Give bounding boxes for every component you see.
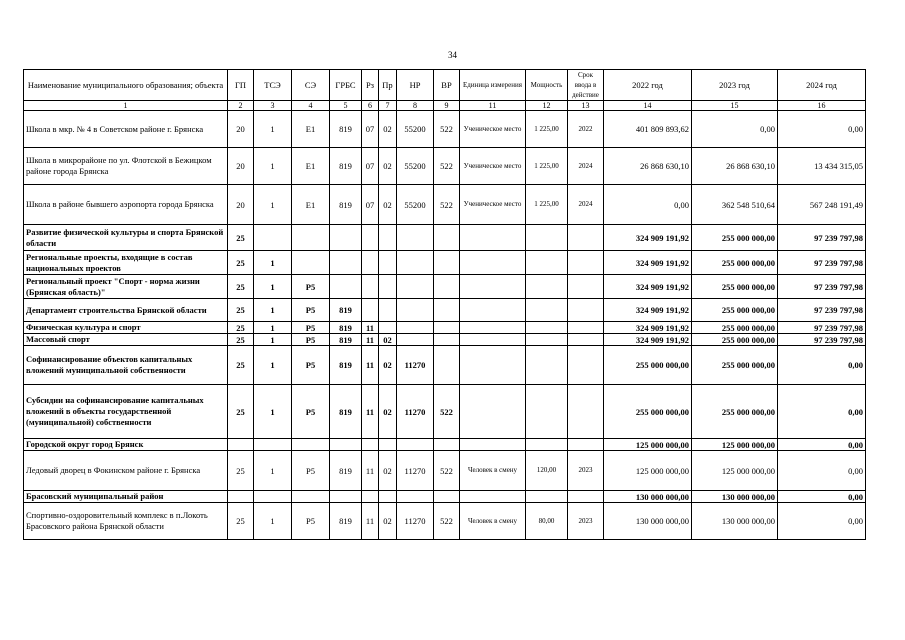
amount-2024-cell: 0,00 xyxy=(778,451,866,491)
vr-cell xyxy=(434,334,460,346)
vr-cell xyxy=(434,322,460,334)
table-row xyxy=(24,334,866,346)
rz-cell xyxy=(362,251,379,275)
se-cell xyxy=(292,225,330,251)
pr-cell: 02 xyxy=(379,451,397,491)
col-number: 3 xyxy=(254,101,292,111)
amount-2024-cell: 0,00 xyxy=(778,385,866,439)
term-cell xyxy=(568,322,604,334)
vr-cell xyxy=(434,225,460,251)
table-row xyxy=(24,503,866,540)
power-cell xyxy=(526,385,568,439)
gp-cell xyxy=(228,439,254,451)
table-row xyxy=(24,385,866,439)
budget-table xyxy=(23,69,866,540)
row-name-cell: Развитие физической культуры и спорта Брянской области xyxy=(24,225,228,251)
se-cell: Р5 xyxy=(292,451,330,491)
gp-cell: 20 xyxy=(228,185,254,225)
table-row xyxy=(24,491,866,503)
se-cell: Р5 xyxy=(292,385,330,439)
nr-cell xyxy=(397,439,434,451)
row-name-cell: Брасовский муниципальный район xyxy=(24,491,228,503)
amount-2022-cell: 324 909 191,92 xyxy=(604,322,692,334)
table-row xyxy=(24,439,866,451)
col-number: 15 xyxy=(692,101,778,111)
se-cell: Р5 xyxy=(292,322,330,334)
table-body xyxy=(24,111,866,540)
nr-cell: 55200 xyxy=(397,185,434,225)
pr-cell: 02 xyxy=(379,503,397,540)
power-cell xyxy=(526,346,568,385)
table-row xyxy=(24,225,866,251)
gp-cell: 25 xyxy=(228,225,254,251)
vr-cell xyxy=(434,346,460,385)
col-number: 1 xyxy=(24,101,228,111)
pr-cell xyxy=(379,491,397,503)
table-row xyxy=(24,346,866,385)
power-cell: 80,00 xyxy=(526,503,568,540)
unit-cell: Ученическое место xyxy=(460,148,526,185)
term-cell xyxy=(568,225,604,251)
row-name-cell: Региональный проект "Спорт - норма жизни (Брянская область)" xyxy=(24,275,228,299)
rz-cell xyxy=(362,275,379,299)
term-cell: 2022 xyxy=(568,111,604,148)
amount-2024-cell: 13 434 315,05 xyxy=(778,148,866,185)
gp-cell: 25 xyxy=(228,503,254,540)
amount-2022-cell: 130 000 000,00 xyxy=(604,503,692,540)
gp-cell: 20 xyxy=(228,111,254,148)
grbs-cell: 819 xyxy=(330,451,362,491)
pr-cell: 02 xyxy=(379,385,397,439)
tse-cell: 1 xyxy=(254,451,292,491)
vr-cell xyxy=(434,275,460,299)
table-row xyxy=(24,111,866,148)
term-cell: 2024 xyxy=(568,148,604,185)
amount-2024-cell: 0,00 xyxy=(778,111,866,148)
col-header-2024: 2024 год xyxy=(778,70,866,101)
amount-2024-cell: 97 239 797,98 xyxy=(778,322,866,334)
unit-cell: Ученическое место xyxy=(460,111,526,148)
vr-cell: 522 xyxy=(434,148,460,185)
pr-cell xyxy=(379,439,397,451)
se-cell: Р5 xyxy=(292,275,330,299)
col-number: 6 xyxy=(362,101,379,111)
term-cell: 2024 xyxy=(568,185,604,225)
term-cell xyxy=(568,491,604,503)
row-name-cell: Массовый спорт xyxy=(24,334,228,346)
vr-cell xyxy=(434,251,460,275)
rz-cell: 11 xyxy=(362,385,379,439)
tse-cell: 1 xyxy=(254,299,292,322)
se-cell: Р5 xyxy=(292,503,330,540)
table-row xyxy=(24,148,866,185)
nr-cell xyxy=(397,275,434,299)
pr-cell xyxy=(379,322,397,334)
amount-2023-cell: 255 000 000,00 xyxy=(692,299,778,322)
amount-2024-cell: 97 239 797,98 xyxy=(778,225,866,251)
pr-cell: 02 xyxy=(379,111,397,148)
row-name-cell: Школа в микрорайоне по ул. Флотской в Бежицком районе города Брянска xyxy=(24,148,228,185)
term-cell xyxy=(568,299,604,322)
pr-cell xyxy=(379,275,397,299)
power-cell xyxy=(526,251,568,275)
col-number: 12 xyxy=(526,101,568,111)
grbs-cell: 819 xyxy=(330,503,362,540)
term-cell xyxy=(568,439,604,451)
pr-cell xyxy=(379,225,397,251)
nr-cell xyxy=(397,251,434,275)
amount-2022-cell: 26 868 630,10 xyxy=(604,148,692,185)
row-name-cell: Школа в мкр. № 4 в Советском районе г. Брянска xyxy=(24,111,228,148)
amount-2022-cell: 255 000 000,00 xyxy=(604,385,692,439)
amount-2024-cell: 0,00 xyxy=(778,346,866,385)
gp-cell: 25 xyxy=(228,385,254,439)
nr-cell xyxy=(397,491,434,503)
table-row xyxy=(24,299,866,322)
grbs-cell xyxy=(330,491,362,503)
tse-cell: 1 xyxy=(254,385,292,439)
amount-2024-cell: 0,00 xyxy=(778,439,866,451)
row-name-cell: Городской округ город Брянск xyxy=(24,439,228,451)
col-number: 14 xyxy=(604,101,692,111)
unit-cell xyxy=(460,299,526,322)
amount-2023-cell: 130 000 000,00 xyxy=(692,491,778,503)
col-number: 4 xyxy=(292,101,330,111)
gp-cell: 25 xyxy=(228,346,254,385)
amount-2023-cell: 362 548 510,64 xyxy=(692,185,778,225)
se-cell: Е1 xyxy=(292,148,330,185)
rz-cell: 07 xyxy=(362,185,379,225)
rz-cell: 11 xyxy=(362,503,379,540)
term-cell: 2023 xyxy=(568,503,604,540)
tse-cell xyxy=(254,439,292,451)
amount-2022-cell: 324 909 191,92 xyxy=(604,299,692,322)
grbs-cell: 819 xyxy=(330,322,362,334)
col-number: 7 xyxy=(379,101,397,111)
power-cell xyxy=(526,275,568,299)
vr-cell: 522 xyxy=(434,385,460,439)
power-cell: 1 225,00 xyxy=(526,111,568,148)
gp-cell xyxy=(228,491,254,503)
nr-cell: 11270 xyxy=(397,503,434,540)
se-cell xyxy=(292,439,330,451)
row-name-cell: Ледовый дворец в Фокинском районе г. Брянска xyxy=(24,451,228,491)
gp-cell: 20 xyxy=(228,148,254,185)
page-number: 34 xyxy=(448,50,457,60)
nr-cell xyxy=(397,225,434,251)
amount-2023-cell: 255 000 000,00 xyxy=(692,251,778,275)
grbs-cell xyxy=(330,275,362,299)
se-cell: Е1 xyxy=(292,111,330,148)
rz-cell xyxy=(362,299,379,322)
unit-cell xyxy=(460,491,526,503)
amount-2022-cell: 324 909 191,92 xyxy=(604,225,692,251)
power-cell xyxy=(526,299,568,322)
rz-cell: 11 xyxy=(362,334,379,346)
rz-cell: 11 xyxy=(362,346,379,385)
gp-cell: 25 xyxy=(228,299,254,322)
gp-cell: 25 xyxy=(228,275,254,299)
row-name-cell: Спортивно-оздоровительный комплекс в п.Локоть Брасовского района Брянской области xyxy=(24,503,228,540)
unit-cell xyxy=(460,251,526,275)
amount-2023-cell: 130 000 000,00 xyxy=(692,503,778,540)
amount-2022-cell: 324 909 191,92 xyxy=(604,251,692,275)
table-row xyxy=(24,185,866,225)
power-cell: 1 225,00 xyxy=(526,185,568,225)
term-cell xyxy=(568,251,604,275)
amount-2023-cell: 255 000 000,00 xyxy=(692,322,778,334)
col-number: 13 xyxy=(568,101,604,111)
rz-cell xyxy=(362,491,379,503)
grbs-cell: 819 xyxy=(330,346,362,385)
tse-cell: 1 xyxy=(254,322,292,334)
unit-cell xyxy=(460,439,526,451)
amount-2024-cell: 567 248 191,49 xyxy=(778,185,866,225)
power-cell xyxy=(526,334,568,346)
power-cell xyxy=(526,225,568,251)
row-name-cell: Департамент строительства Брянской области xyxy=(24,299,228,322)
tse-cell: 1 xyxy=(254,334,292,346)
grbs-cell xyxy=(330,251,362,275)
tse-cell: 1 xyxy=(254,346,292,385)
col-header-vr: ВР xyxy=(434,70,460,101)
row-name-cell: Школа в районе бывшего аэропорта города Брянска xyxy=(24,185,228,225)
amount-2022-cell: 130 000 000,00 xyxy=(604,491,692,503)
grbs-cell: 819 xyxy=(330,299,362,322)
amount-2023-cell: 255 000 000,00 xyxy=(692,225,778,251)
vr-cell: 522 xyxy=(434,451,460,491)
col-header-name: Наименование муниципального образования; объекта xyxy=(24,70,228,101)
row-name-cell: Региональные проекты, входящие в состав национальных проектов xyxy=(24,251,228,275)
amount-2024-cell: 0,00 xyxy=(778,503,866,540)
se-cell: Е1 xyxy=(292,185,330,225)
gp-cell: 25 xyxy=(228,451,254,491)
se-cell: Р5 xyxy=(292,299,330,322)
grbs-cell: 819 xyxy=(330,111,362,148)
tse-cell: 1 xyxy=(254,275,292,299)
col-header-rz: Рз xyxy=(362,70,379,101)
col-number: 8 xyxy=(397,101,434,111)
nr-cell xyxy=(397,322,434,334)
col-header-nr: НР xyxy=(397,70,434,101)
row-name-cell: Субсидии на софинансирование капитальных вложений в объекты государственной (муниципальной) собственности xyxy=(24,385,228,439)
vr-cell xyxy=(434,491,460,503)
rz-cell: 07 xyxy=(362,148,379,185)
col-header-se: СЭ xyxy=(292,70,330,101)
grbs-cell: 819 xyxy=(330,334,362,346)
amount-2024-cell: 97 239 797,98 xyxy=(778,299,866,322)
amount-2023-cell: 255 000 000,00 xyxy=(692,346,778,385)
col-number: 5 xyxy=(330,101,362,111)
tse-cell xyxy=(254,225,292,251)
term-cell xyxy=(568,346,604,385)
col-number: 11 xyxy=(460,101,526,111)
header-row xyxy=(24,70,866,101)
col-header-2023: 2023 год xyxy=(692,70,778,101)
unit-cell xyxy=(460,334,526,346)
tse-cell: 1 xyxy=(254,111,292,148)
nr-cell: 11270 xyxy=(397,451,434,491)
power-cell: 1 225,00 xyxy=(526,148,568,185)
amount-2022-cell: 255 000 000,00 xyxy=(604,346,692,385)
power-cell xyxy=(526,322,568,334)
vr-cell xyxy=(434,299,460,322)
row-name-cell: Физическая культура и спорт xyxy=(24,322,228,334)
col-number: 16 xyxy=(778,101,866,111)
col-number: 9 xyxy=(434,101,460,111)
vr-cell: 522 xyxy=(434,111,460,148)
rz-cell xyxy=(362,439,379,451)
pr-cell: 02 xyxy=(379,185,397,225)
amount-2023-cell: 26 868 630,10 xyxy=(692,148,778,185)
gp-cell: 25 xyxy=(228,334,254,346)
col-header-tse: ТСЭ xyxy=(254,70,292,101)
power-cell xyxy=(526,491,568,503)
rz-cell: 07 xyxy=(362,111,379,148)
amount-2022-cell: 125 000 000,00 xyxy=(604,451,692,491)
se-cell xyxy=(292,491,330,503)
nr-cell: 55200 xyxy=(397,111,434,148)
amount-2024-cell: 97 239 797,98 xyxy=(778,251,866,275)
table-row xyxy=(24,251,866,275)
amount-2024-cell: 97 239 797,98 xyxy=(778,334,866,346)
se-cell: Р5 xyxy=(292,334,330,346)
col-number: 2 xyxy=(228,101,254,111)
nr-cell xyxy=(397,299,434,322)
rz-cell xyxy=(362,225,379,251)
amount-2022-cell: 401 809 893,62 xyxy=(604,111,692,148)
nr-cell: 11270 xyxy=(397,346,434,385)
amount-2022-cell: 0,00 xyxy=(604,185,692,225)
vr-cell: 522 xyxy=(434,185,460,225)
term-cell xyxy=(568,334,604,346)
grbs-cell: 819 xyxy=(330,148,362,185)
amount-2022-cell: 324 909 191,92 xyxy=(604,334,692,346)
amount-2022-cell: 125 000 000,00 xyxy=(604,439,692,451)
power-cell xyxy=(526,439,568,451)
amount-2023-cell: 255 000 000,00 xyxy=(692,275,778,299)
rz-cell: 11 xyxy=(362,451,379,491)
term-cell: 2023 xyxy=(568,451,604,491)
grbs-cell xyxy=(330,225,362,251)
pr-cell: 02 xyxy=(379,148,397,185)
pr-cell xyxy=(379,251,397,275)
table-row xyxy=(24,322,866,334)
row-name-cell: Софинансирование объектов капитальных вложений муниципальной собственности xyxy=(24,346,228,385)
unit-cell xyxy=(460,322,526,334)
vr-cell xyxy=(434,439,460,451)
amount-2024-cell: 0,00 xyxy=(778,491,866,503)
col-header-unit: Единица измерения xyxy=(460,70,526,101)
gp-cell: 25 xyxy=(228,322,254,334)
tse-cell: 1 xyxy=(254,503,292,540)
col-header-gp: ГП xyxy=(228,70,254,101)
vr-cell: 522 xyxy=(434,503,460,540)
pr-cell xyxy=(379,299,397,322)
tse-cell: 1 xyxy=(254,185,292,225)
term-cell xyxy=(568,385,604,439)
table-row xyxy=(24,275,866,299)
grbs-cell xyxy=(330,439,362,451)
col-header-grbs: ГРБС xyxy=(330,70,362,101)
amount-2023-cell: 0,00 xyxy=(692,111,778,148)
gp-cell: 25 xyxy=(228,251,254,275)
table-row xyxy=(24,451,866,491)
nr-cell xyxy=(397,334,434,346)
unit-cell xyxy=(460,385,526,439)
unit-cell xyxy=(460,275,526,299)
term-cell xyxy=(568,275,604,299)
pr-cell: 02 xyxy=(379,346,397,385)
unit-cell: Ученическое место xyxy=(460,185,526,225)
pr-cell: 02 xyxy=(379,334,397,346)
amount-2024-cell: 97 239 797,98 xyxy=(778,275,866,299)
nr-cell: 11270 xyxy=(397,385,434,439)
amount-2023-cell: 125 000 000,00 xyxy=(692,439,778,451)
tse-cell xyxy=(254,491,292,503)
unit-cell xyxy=(460,346,526,385)
amount-2022-cell: 324 909 191,92 xyxy=(604,275,692,299)
col-header-pr: Пр xyxy=(379,70,397,101)
unit-cell: Человек в смену xyxy=(460,451,526,491)
se-cell xyxy=(292,251,330,275)
col-header-power: Мощность xyxy=(526,70,568,101)
tse-cell: 1 xyxy=(254,251,292,275)
rz-cell: 11 xyxy=(362,322,379,334)
unit-cell: Человек в смену xyxy=(460,503,526,540)
tse-cell: 1 xyxy=(254,148,292,185)
amount-2023-cell: 125 000 000,00 xyxy=(692,451,778,491)
unit-cell xyxy=(460,225,526,251)
amount-2023-cell: 255 000 000,00 xyxy=(692,334,778,346)
amount-2023-cell: 255 000 000,00 xyxy=(692,385,778,439)
grbs-cell: 819 xyxy=(330,185,362,225)
col-header-term: Срок ввода в действие xyxy=(568,70,604,101)
col-header-2022: 2022 год xyxy=(604,70,692,101)
column-number-row xyxy=(24,101,866,111)
power-cell: 120,00 xyxy=(526,451,568,491)
grbs-cell: 819 xyxy=(330,385,362,439)
se-cell: Р5 xyxy=(292,346,330,385)
nr-cell: 55200 xyxy=(397,148,434,185)
